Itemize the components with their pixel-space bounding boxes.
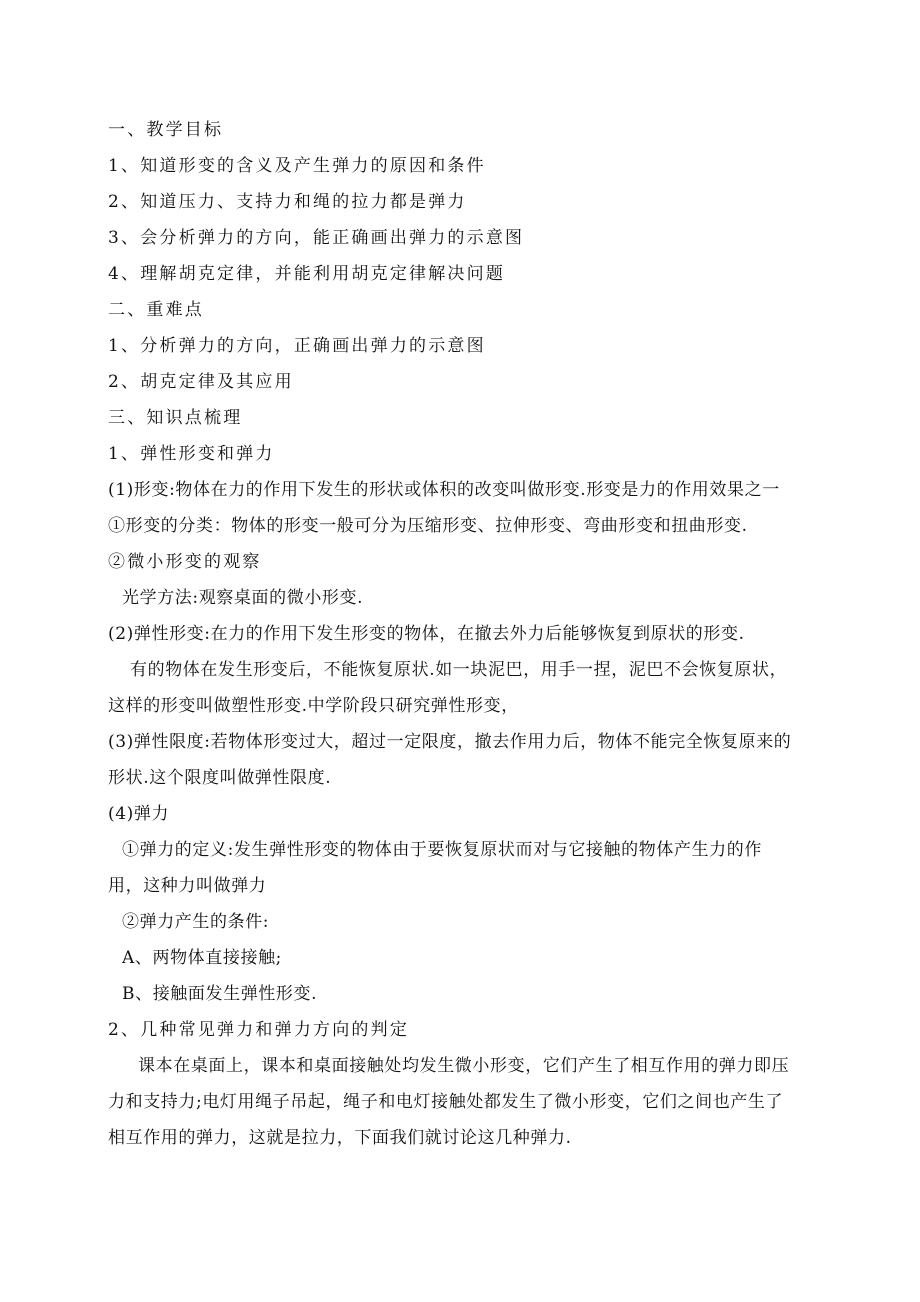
- key-point-2: 2、胡克定律及其应用: [108, 372, 294, 392]
- paragraph-deformation-types: ①形变的分类：物体的形变一般可分为压缩形变、拉伸形变、弯曲形变和扭曲形变.: [108, 516, 748, 536]
- paragraph-plastic-deformation-1: 有的物体在发生形变后，不能恢复原状.如一块泥巴，用手一捏，泥巴不会恢复原状，: [130, 660, 788, 680]
- paragraph-elastic-deformation: (2)弹性形变:在力的作用下发生形变的物体，在撤去外力后能够恢复到原状的形变.: [108, 624, 745, 644]
- condition-a: A、两物体直接接触;: [122, 948, 283, 968]
- paragraph-micro-deformation: ②微小形变的观察: [108, 552, 262, 572]
- paragraph-elastic-limit-2: 形状.这个限度叫做弹性限度.: [108, 768, 332, 788]
- paragraph-common-forces-2: 力和支持力;电灯用绳子吊起，绳子和电灯接触处都发生了微小形变，它们之间也产生了: [108, 1092, 784, 1112]
- subheading-elastic-force: (4)弹力: [108, 804, 170, 824]
- key-point-1: 1、分析弹力的方向，正确画出弹力的示意图: [108, 336, 486, 356]
- goal-item-4: 4、理解胡克定律，并能利用胡克定律解决问题: [108, 264, 506, 284]
- paragraph-force-definition-1: ①弹力的定义:发生弹性形变的物体由于要恢复原状而对与它接触的物体产生力的作: [122, 840, 762, 860]
- paragraph-elastic-limit-1: (3)弹性限度:若物体形变过大，超过一定限度，撤去作用力后，物体不能完全恢复原来的: [108, 732, 792, 752]
- paragraph-common-forces-1: 课本在桌面上，课本和桌面接触处均发生微小形变，它们产生了相互作用的弹力即压: [138, 1056, 790, 1076]
- paragraph-common-forces-3: 相互作用的弹力，这就是拉力，下面我们就讨论这几种弹力.: [108, 1128, 572, 1148]
- condition-b: B、接触面发生弹性形变.: [122, 984, 318, 1004]
- paragraph-force-definition-2: 用，这种力叫做弹力: [108, 876, 267, 896]
- paragraph-optical-method: 光学方法:观察桌面的微小形变.: [122, 588, 364, 608]
- goal-item-2: 2、知道压力、支持力和绳的拉力都是弹力: [108, 192, 467, 212]
- paragraph-deformation-definition: (1)形变:物体在力的作用下发生的形状或体积的改变叫做形变.形变是力的作用效果之一: [108, 480, 780, 500]
- subheading-common-forces: 2、几种常见弹力和弹力方向的判定: [108, 1020, 410, 1040]
- paragraph-force-conditions: ②弹力产生的条件:: [122, 912, 270, 932]
- goal-item-3: 3、会分析弹力的方向，能正确画出弹力的示意图: [108, 228, 525, 248]
- section-heading-teaching-goals: 一、教学目标: [108, 120, 224, 140]
- goal-item-1: 1、知道形变的含义及产生弹力的原因和条件: [108, 156, 486, 176]
- paragraph-plastic-deformation-2: 这样的形变叫做塑性形变.中学阶段只研究弹性形变，: [108, 696, 519, 716]
- section-heading-key-points: 二、重难点: [108, 300, 204, 320]
- section-heading-knowledge: 三、知识点梳理: [108, 408, 243, 428]
- subheading-elastic-deformation: 1、弹性形变和弹力: [108, 444, 275, 464]
